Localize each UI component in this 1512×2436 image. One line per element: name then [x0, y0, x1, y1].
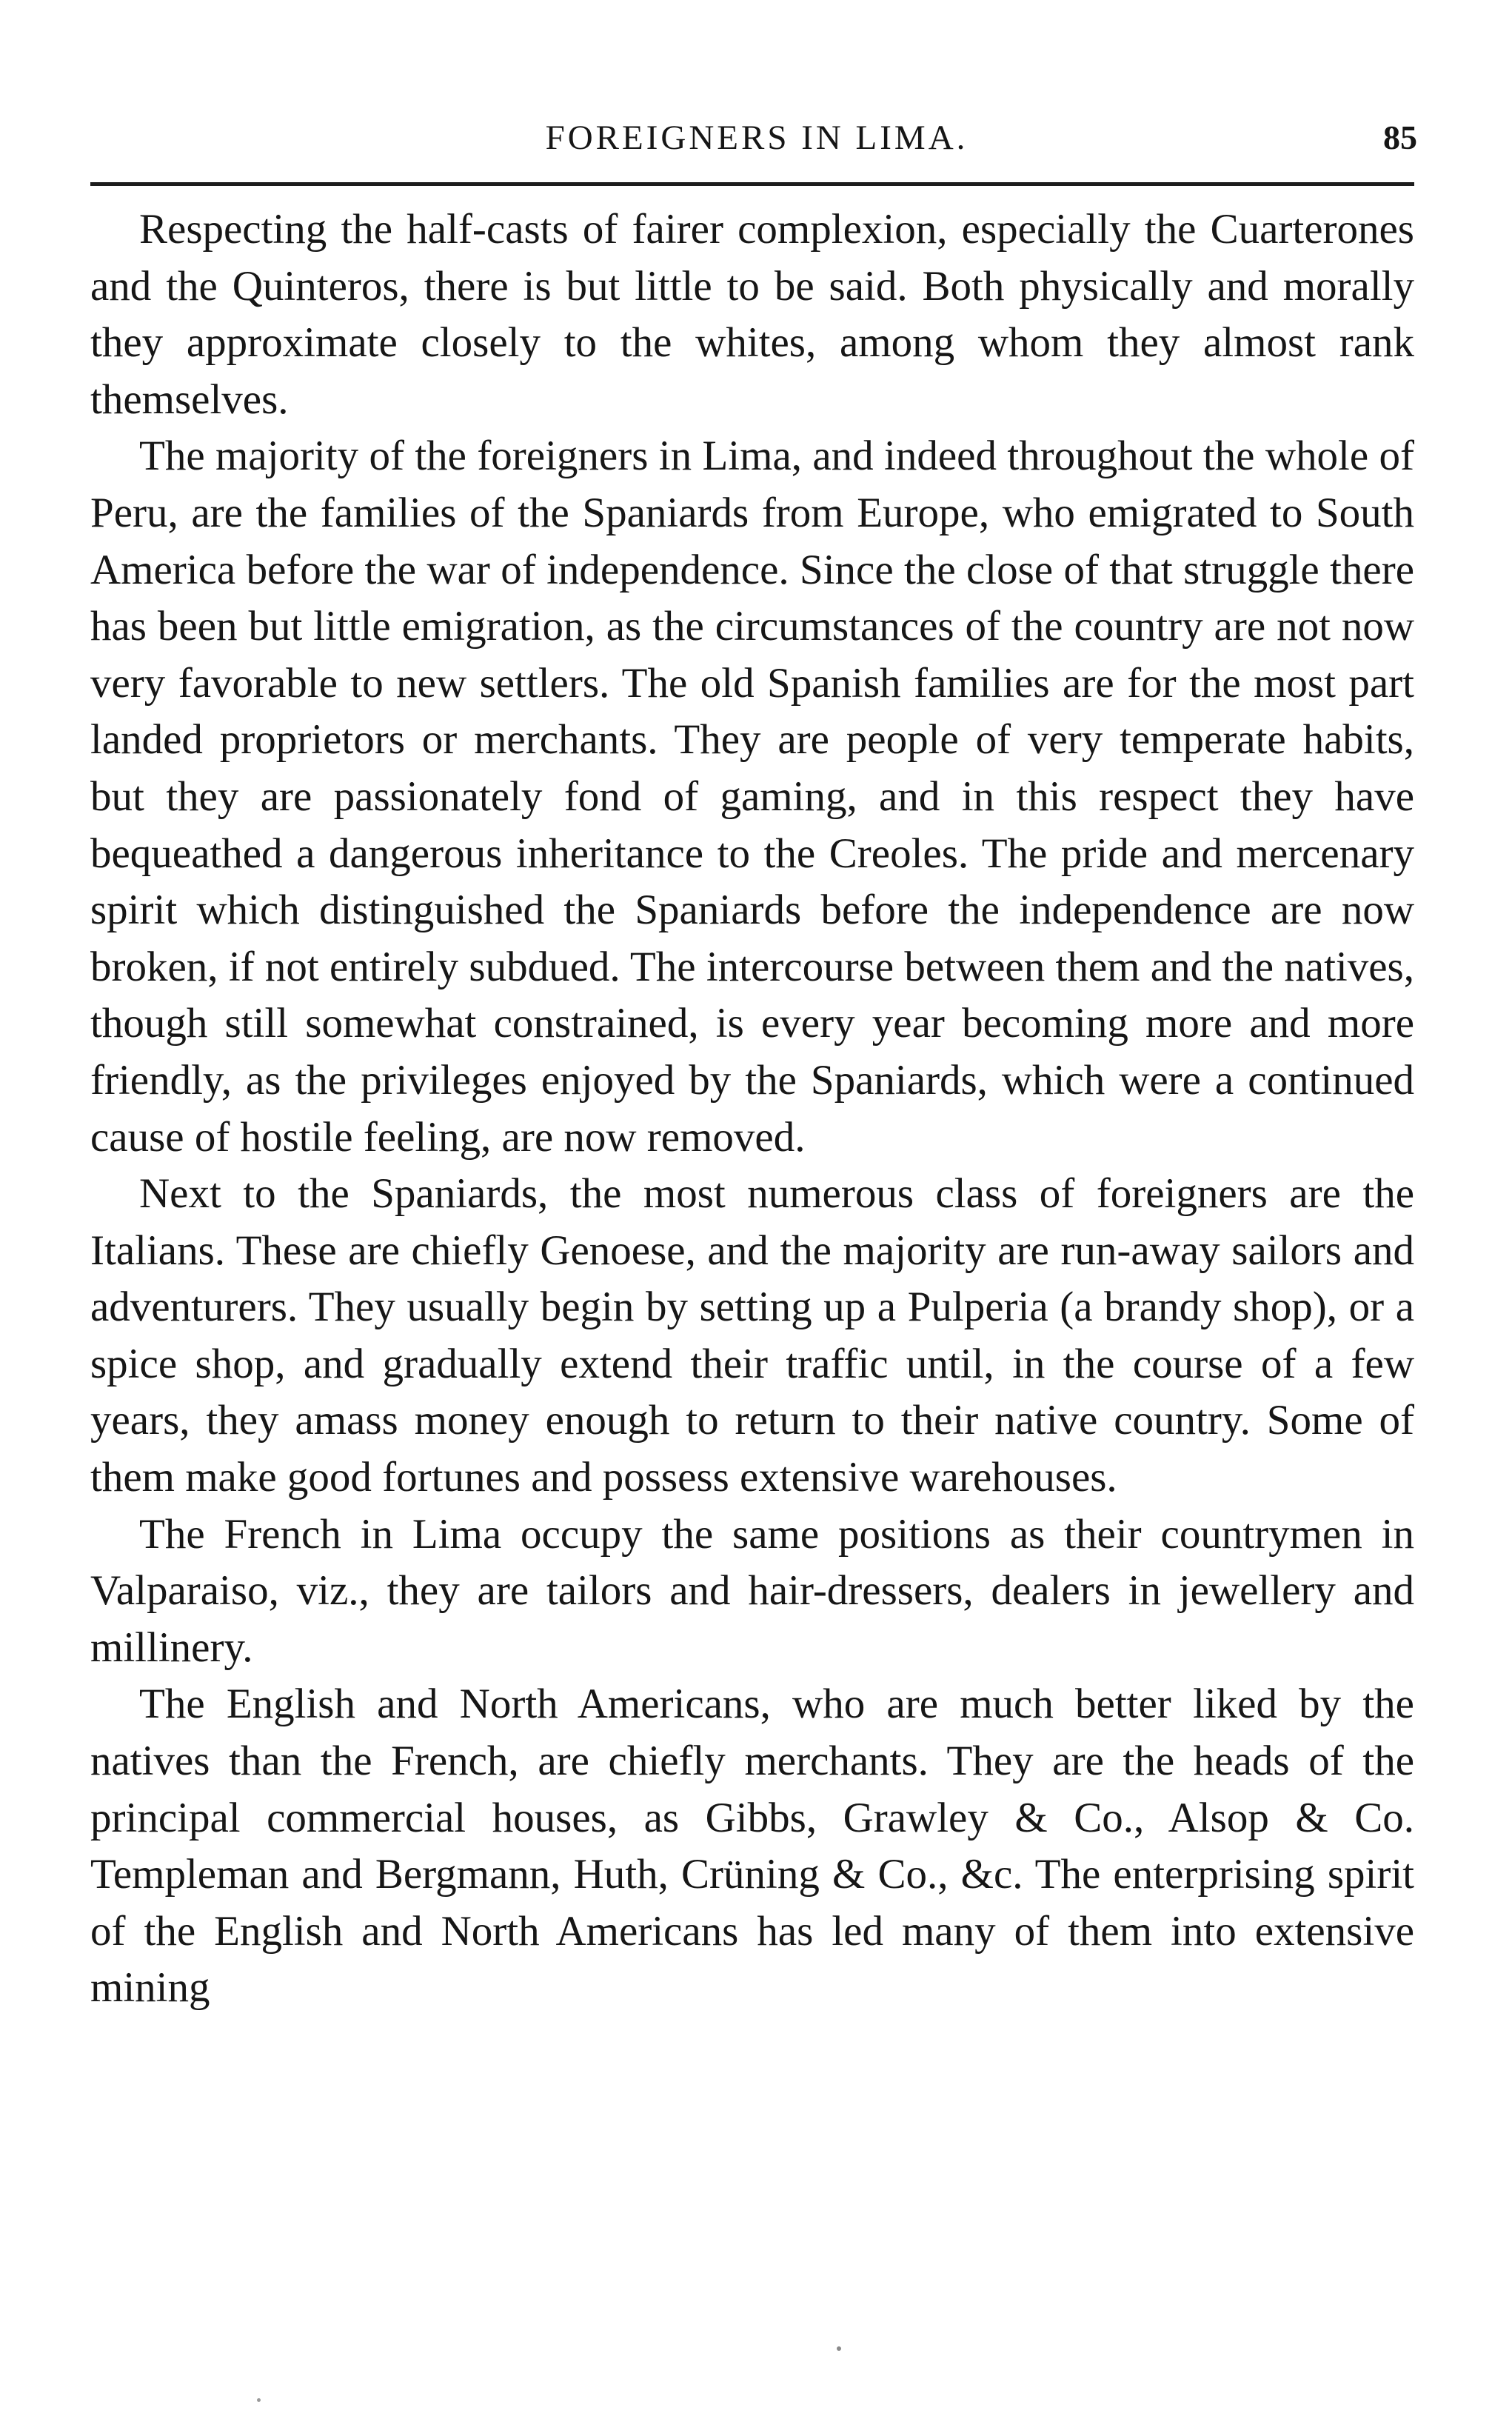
paragraph-half-casts: Respecting the half-casts of fairer complexion, especially the Cuarterones and the Quinteros, there is but little to be said. Both physically and morally they approximate closely to the whites, among whom they almost rank themselves.: [90, 206, 1414, 423]
body-text: [90, 201, 1414, 2017]
header-rule: [90, 182, 1414, 186]
paragraph-spaniards: The majority of the foreigners in Lima, and indeed throughout the whole of Peru, are the families of the Spaniards from Europe, who emigrated to South America before the war of independence. Since the close of that struggle there has been but little emigration, as the circumstances of the country are not now very favorable to new settlers. The old Spanish families are for the most part landed proprietors or merchants. They are people of very temperate habits, but they are passionately fond of gaming, and in this respect they have bequeathed a dangerous inheritance to the Creoles. The pride and mercenary spirit which distinguished the Spaniards before the independence are now broken, if not entirely subdued. The intercourse between them and the natives, though still somewhat constrained, is every year becoming more and more friendly, as the privileges enjoyed by the Spaniards, which were a continued cause of hostile feeling, are now removed.: [90, 433, 1414, 1161]
print-speck: [257, 2398, 261, 2402]
paragraph-french: The French in Lima occupy the same positions as their countrymen in Valparaiso, viz., they are tailors and hair-dressers, dealers in jewellery and millinery.: [90, 1510, 1414, 1671]
paragraph-english-americans: The English and North Americans, who are much better liked by the natives than the French, are chiefly merchants. They are the heads of the principal commercial houses, as Gibbs, Grawley & Co., Alsop & Co. Templeman and Bergmann, Huth, Crüning & Co., &c. The enterprising spirit of the English and North Americans has led many of them into extensive mining: [90, 1681, 1414, 2012]
paragraph-italians: Next to the Spaniards, the most numerous class of foreigners are the Italians. These are chiefly Genoese, and the majority are run-away sailors and adventurers. They usually begin by setting up a Pulperia (a brandy shop), or a spice shop, and gradually extend their traffic until, in the course of a few years, they amass money enough to return to their native country. Some of them make good fortunes and possess extensive warehouses.: [90, 1170, 1414, 1501]
print-speck: [837, 2346, 841, 2351]
page-number: 85: [1383, 119, 1417, 156]
running-title: FOREIGNERS IN LIMA.: [545, 119, 969, 157]
running-head: [90, 110, 1423, 169]
